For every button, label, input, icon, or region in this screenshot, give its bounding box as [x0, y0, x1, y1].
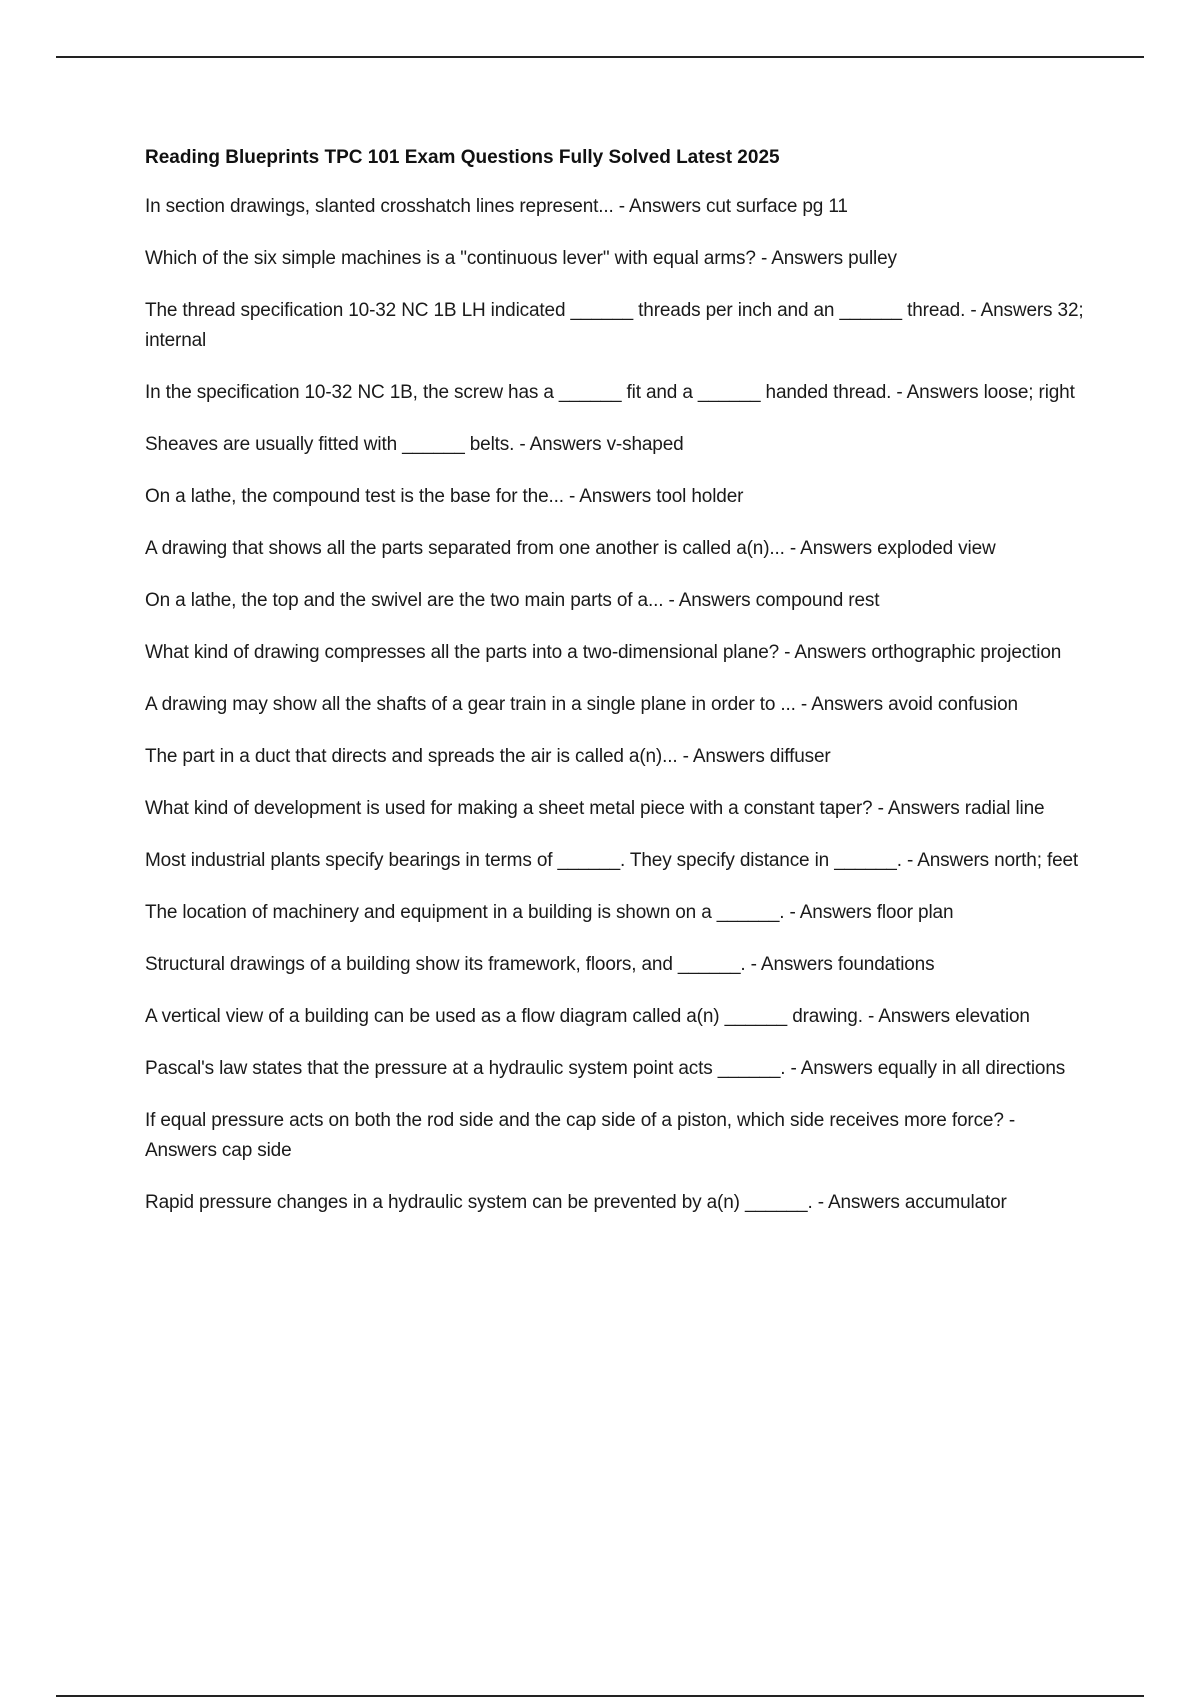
top-divider: [56, 56, 1144, 58]
question-item: The thread specification 10-32 NC 1B LH indicated ______ threads per inch and an ______ thread. - Answers 32; internal: [145, 300, 1084, 351]
question-item: Structural drawings of a building show its framework, floors, and ______. - Answers foundations: [145, 954, 935, 975]
question-item: A drawing may show all the shafts of a gear train in a single plane in order to ... - Answers avoid confusion: [145, 694, 1018, 715]
bottom-divider: [56, 1695, 1144, 1697]
document-body: [145, 144, 1085, 1240]
question-item: In section drawings, slanted crosshatch lines represent... - Answers cut surface pg 11: [145, 196, 848, 217]
question-list: [145, 192, 1085, 1218]
question-item: In the specification 10-32 NC 1B, the screw has a ______ fit and a ______ handed thread. - Answers loose; right: [145, 382, 1075, 403]
question-item: Rapid pressure changes in a hydraulic system can be prevented by a(n) ______. - Answers accumulator: [145, 1192, 1007, 1213]
question-item: A drawing that shows all the parts separated from one another is called a(n)... - Answers exploded view: [145, 538, 996, 559]
question-item: Most industrial plants specify bearings in terms of ______. They specify distance in ______. - Answers north; feet: [145, 850, 1079, 871]
question-item: Sheaves are usually fitted with ______ belts. - Answers v-shaped: [145, 434, 684, 455]
question-item: A vertical view of a building can be used as a flow diagram called a(n) ______ drawing. - Answers elevation: [145, 1006, 1030, 1027]
question-item: What kind of drawing compresses all the parts into a two-dimensional plane? - Answers orthographic projection: [145, 642, 1062, 663]
question-item: Which of the six simple machines is a "continuous lever" with equal arms? - Answers pulley: [145, 248, 897, 269]
document-title: Reading Blueprints TPC 101 Exam Questions Fully Solved Latest 2025: [145, 147, 780, 168]
question-item: If equal pressure acts on both the rod side and the cap side of a piston, which side receives more force? - Answers cap side: [145, 1110, 1016, 1161]
question-item: The part in a duct that directs and spreads the air is called a(n)... - Answers diffuser: [145, 746, 831, 767]
question-item: On a lathe, the top and the swivel are the two main parts of a... - Answers compound rest: [145, 590, 880, 611]
question-item: Pascal's law states that the pressure at a hydraulic system point acts ______. - Answers equally in all directions: [145, 1058, 1066, 1079]
question-item: The location of machinery and equipment in a building is shown on a ______. - Answers floor plan: [145, 902, 954, 923]
question-item: What kind of development is used for making a sheet metal piece with a constant taper? - Answers radial line: [145, 798, 1045, 819]
question-item: On a lathe, the compound test is the base for the... - Answers tool holder: [145, 486, 744, 507]
